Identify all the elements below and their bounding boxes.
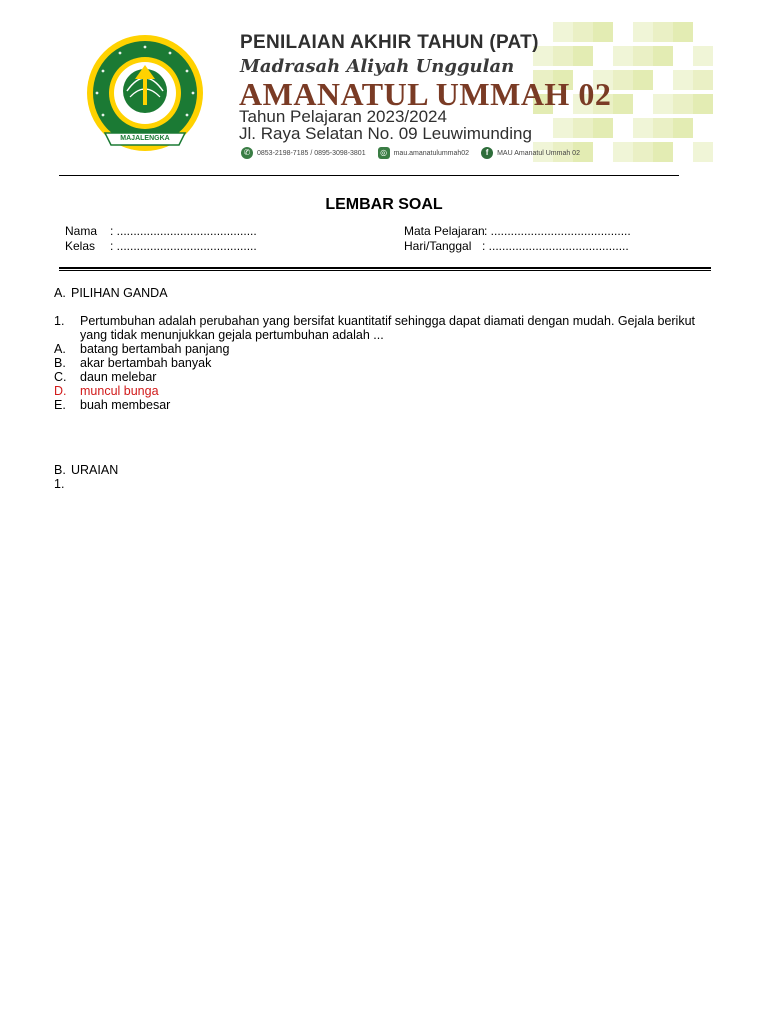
contact-bar bbox=[241, 146, 592, 160]
pattern-square bbox=[613, 94, 633, 114]
pattern-square bbox=[593, 22, 613, 42]
pattern-square bbox=[573, 46, 593, 66]
exam-title: PENILAIAN AKHIR TAHUN (PAT) bbox=[240, 32, 539, 53]
fields-divider-thick bbox=[59, 267, 711, 269]
kelas-field[interactable]: : .......................................... bbox=[110, 239, 257, 253]
pattern-square bbox=[693, 94, 713, 114]
mapel-label: Mata Pelajaran bbox=[404, 224, 485, 238]
phone-numbers: 0853-2198-7185 / 0895-3098-3801 bbox=[257, 149, 366, 157]
pattern-square bbox=[553, 46, 573, 66]
pattern-square bbox=[673, 94, 693, 114]
section-b-number: 1. bbox=[54, 477, 65, 491]
hari-label: Hari/Tanggal bbox=[404, 239, 472, 253]
section-b-letter: B. bbox=[54, 463, 66, 477]
pattern-square bbox=[673, 70, 693, 90]
section-b-title: URAIAN bbox=[71, 463, 119, 477]
pattern-square bbox=[553, 22, 573, 42]
question-text-line1: Pertumbuhan adalah perubahan yang bersifat kuantitatif sehingga dapat diamati dengan mudah. Gejala berikut bbox=[80, 314, 696, 328]
pattern-square bbox=[673, 118, 693, 138]
sheet-title: LEMBAR SOAL bbox=[325, 196, 443, 213]
fields-divider-thin bbox=[59, 270, 711, 271]
pattern-square bbox=[573, 118, 593, 138]
pattern-square bbox=[653, 94, 673, 114]
pattern-square bbox=[653, 118, 673, 138]
header-banner bbox=[55, 22, 715, 168]
option-b-letter: B. bbox=[54, 356, 66, 370]
pattern-square bbox=[573, 22, 593, 42]
pattern-square bbox=[693, 70, 713, 90]
option-e-letter: E. bbox=[54, 398, 66, 412]
whatsapp-icon: ✆ bbox=[241, 147, 253, 159]
instagram-icon: ◎ bbox=[378, 147, 390, 159]
facebook-icon: f bbox=[481, 147, 493, 159]
pattern-square bbox=[613, 70, 633, 90]
option-d-text-answer: muncul bunga bbox=[80, 384, 159, 398]
option-e-text: buah membesar bbox=[80, 398, 171, 412]
pattern-square bbox=[693, 46, 713, 66]
school-subtitle: Madrasah Aliyah Unggulan bbox=[240, 56, 515, 77]
option-c-text: daun melebar bbox=[80, 370, 157, 384]
pattern-square bbox=[653, 46, 673, 66]
academic-year: Tahun Pelajaran 2023/2024 bbox=[239, 107, 447, 126]
pattern-square bbox=[653, 142, 673, 162]
facebook-page: MAU Amanatul Ummah 02 bbox=[497, 149, 580, 157]
question-number: 1. bbox=[54, 314, 65, 328]
school-address: Jl. Raya Selatan No. 09 Leuwimunding bbox=[239, 124, 532, 143]
pattern-square bbox=[653, 22, 673, 42]
pattern-square bbox=[633, 70, 653, 90]
question-text-line2: yang tidak menunjukkan gejala pertumbuhan adalah ... bbox=[80, 328, 384, 342]
pattern-square bbox=[633, 142, 653, 162]
nama-field[interactable]: : .......................................... bbox=[110, 224, 257, 238]
instagram-handle: mau.amanatulummah02 bbox=[393, 149, 470, 157]
pattern-square bbox=[613, 142, 633, 162]
school-name: AMANATUL UMMAH 02 bbox=[239, 76, 612, 112]
option-a-letter: A. bbox=[54, 342, 66, 356]
pattern-square bbox=[613, 46, 633, 66]
pattern-square bbox=[673, 22, 693, 42]
kelas-label: Kelas bbox=[65, 239, 96, 253]
pattern-square bbox=[633, 118, 653, 138]
pattern-square bbox=[633, 46, 653, 66]
option-b-text: akar bertambah banyak bbox=[80, 356, 212, 370]
pattern-square bbox=[553, 118, 573, 138]
section-a-letter: A. bbox=[54, 286, 66, 300]
pattern-square bbox=[593, 118, 613, 138]
nama-label: Nama bbox=[65, 224, 98, 238]
logo-banner-text: MAJALENGKA bbox=[120, 135, 170, 142]
pattern-square bbox=[633, 22, 653, 42]
mapel-field[interactable]: : .......................................... bbox=[484, 224, 631, 238]
option-c-letter: C. bbox=[54, 370, 67, 384]
option-d-letter: D. bbox=[54, 384, 67, 398]
option-a-text: batang bertambah panjang bbox=[80, 342, 230, 356]
header-divider bbox=[59, 175, 679, 176]
section-a-title: PILIHAN GANDA bbox=[71, 286, 168, 300]
hari-field[interactable]: : .......................................... bbox=[482, 239, 629, 253]
pattern-square bbox=[693, 142, 713, 162]
